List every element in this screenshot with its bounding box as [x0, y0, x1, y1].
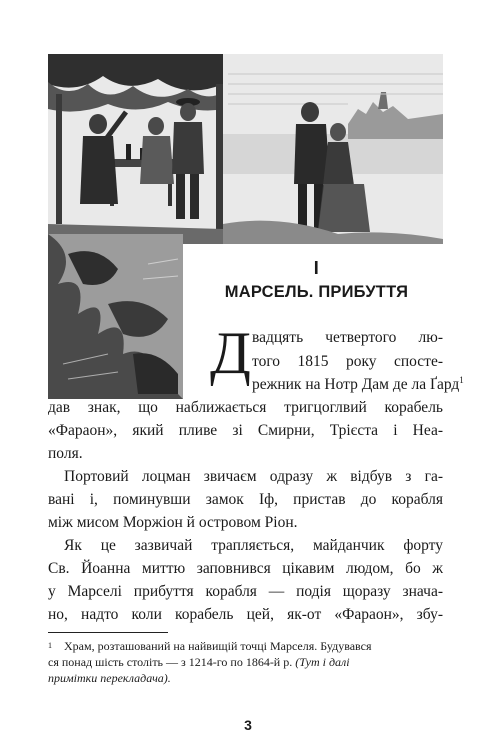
body-line-7: Портовий лоцман звичаєм одразу ж відбув з га- — [64, 468, 443, 485]
body-line-6: поля. — [48, 445, 83, 462]
footnote-line-3: примітки перекладача). — [48, 671, 171, 685]
body-line-10: Як це зазвичай трапляється, майданчик форту — [64, 537, 443, 554]
body-line-4: дав знак, що наближається тригцоглвий корабель — [48, 399, 443, 416]
body-line-3-text: режник на Нотр Дам де ла Ґард — [252, 376, 460, 393]
footnote-line-2 — [48, 654, 350, 670]
footnote-ref: 1 — [459, 374, 464, 385]
page-number: 3 — [244, 717, 252, 733]
body-line-3 — [252, 374, 464, 396]
footnote-line-2-text: ся понад шість століть — з 1214-го по 1864-й р. — [48, 655, 296, 669]
body-line-11: Св. Йоанна миттю заповнився цікавим людом, бо ж — [48, 560, 443, 577]
footnote-rule — [48, 632, 168, 633]
body-line-1: вадцять четвертого лю- — [252, 329, 443, 346]
body-line-2: того 1815 року спосте- — [252, 353, 443, 370]
body-line-8: вані і, поминувши замок Іф, пристав до корабля — [48, 491, 443, 508]
body-line-13: но, надто коли корабель цей, як-от «Фараон», збу- — [48, 606, 443, 623]
footnote-line-1: Храм, розташований на найвищій точці Марселя. Будувався — [64, 639, 372, 653]
body-line-12: у Марселі прибуття корабля — подія щоразу знача- — [48, 583, 443, 600]
drop-cap: Д — [210, 320, 251, 386]
body-line-5: «Фараон», який пливе зі Смирни, Трієста і Неа- — [48, 422, 443, 439]
body-line-9: між мисом Моржіон й островом Ріон. — [48, 514, 298, 531]
chapter-title: МАРСЕЛЬ. ПРИБУТТЯ — [224, 283, 409, 301]
chapter-number: I — [313, 258, 320, 278]
footnote-mark: 1 — [48, 641, 52, 650]
footnote-line-2-italic: (Тут і далі — [295, 655, 350, 669]
